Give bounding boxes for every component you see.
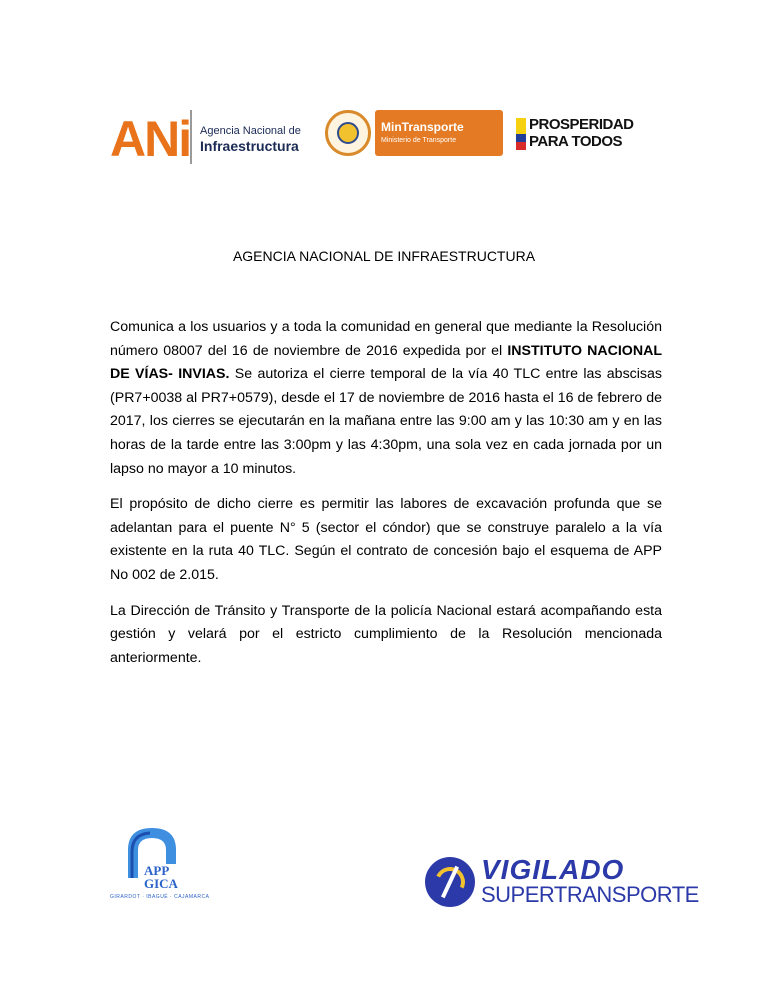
colombia-flag-icon	[516, 118, 526, 150]
ani-logo-mark	[110, 108, 191, 167]
mintransporte-title: MinTransporte	[381, 120, 464, 134]
ani-logo-text	[200, 125, 301, 154]
ani-logo-letters: ANi	[110, 111, 191, 167]
app-gica-text	[144, 864, 178, 890]
mintransporte-subtitle: Ministerio de Transporte	[381, 137, 457, 144]
vigilado-text: VIGILADO	[481, 854, 625, 885]
prosperidad-text	[529, 116, 634, 150]
paragraph-2: El propósito de dicho cierre es permitir las labores de excavación profunda que se adelantan para el puente N° 5 (sector el cóndor) que se construye paralelo a la vía existente en la ruta 40 TLC. Según el contrato de concesión bajo el esquema de APP No 002 de 2.015.	[110, 496, 662, 583]
colombia-seal-icon	[325, 110, 371, 156]
supertransporte-text: SUPERTRANSPORTE	[481, 882, 699, 907]
ani-logo	[110, 108, 310, 167]
app-gica-subtitle: GIRARDOT · IBAGUÉ · CAJAMARCA	[110, 894, 210, 900]
ani-logo-divider	[190, 110, 192, 164]
supertransporte-emblem-icon	[425, 857, 475, 907]
mintransporte-logo	[325, 110, 503, 158]
app-gica-line2: GICA	[144, 876, 178, 891]
vigilado-supertransporte-logo	[425, 854, 699, 913]
mintransporte-box	[375, 110, 503, 156]
ani-logo-line1: Agencia Nacional de	[200, 125, 301, 137]
paragraph-3: La Dirección de Tránsito y Transporte de la policía Nacional estará acompañando esta gestión y velará por el estricto cumplimiento de la Resolución mencionada anteriormente.	[110, 602, 662, 666]
prosperidad-line2: PARA TODOS	[529, 133, 623, 150]
document-body	[110, 316, 662, 682]
paragraph-1	[110, 316, 662, 481]
prosperidad-line1: PROSPERIDAD	[529, 116, 634, 133]
ani-logo-line2: Infraestructura	[200, 138, 299, 154]
paragraph-1-part-a: Comunica a los usuarios y a toda la comunidad en general que mediante la Resolución número 08007 del 16 de noviembre de 2016 expedida por el	[110, 319, 662, 359]
app-gica-logo	[110, 822, 210, 904]
prosperidad-logo	[516, 116, 656, 156]
document-title: AGENCIA NACIONAL DE INFRAESTRUCTURA	[232, 248, 536, 264]
paragraph-1-bold: INSTITUTO NACIONAL DE VÍAS- INVIAS.	[110, 342, 662, 383]
paragraph-1-part-b: Se autoriza el cierre temporal de la vía 40 TLC entre las abscisas (PR7+0038 al PR7+0579), desde el 17 de noviembre de 2016 hasta el 16 de febrero de 2017, los cierres se ejecutarán en la mañana entre las 9:00 am y las 10:30 am y en las horas de la tarde entre las 3:00pm y las 4:30pm, una sola vez en cada jornada por un lapso no mayor a 10 minutos.	[110, 366, 662, 477]
app-gica-line1: APP	[144, 863, 170, 878]
